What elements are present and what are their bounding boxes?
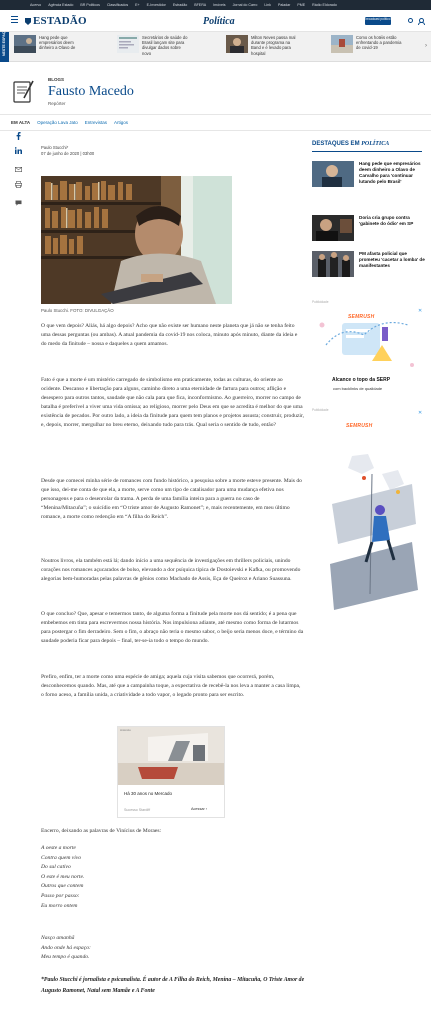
article-paragraph: Desde que comecei minha série de romances com fundo histórico, a pesquisa sobre a morte esteve presente. Mais do que isso, dei-me conta de que ela, a morte, serve como um tipo de catalisador para uma mudança efetiva nos personagens e para o desenrolar da trama. A perda de uma família inteira para a guerra no caso de “Menina/Mitacuña”; o suicídio em “O triste amor de Augusto Ramonet”; e, mais recentemente, em meu último romance, a morte como redenção em “A filha do Reich”. [41, 478, 302, 520]
poem-line: Meu tempo é quando. [41, 954, 90, 961]
strip-news-text: Como os hotéis estão enfrentando a pandemia de covid-19 [356, 35, 402, 51]
news-thumbnail [117, 35, 139, 53]
ad-source: Sucesso Stardiff [124, 808, 151, 812]
sidebar-news-text: Hang pede que empresários deem dinheiro a Olavo de Carvalho para 'continuar lutando pelo Brasil' [359, 161, 421, 184]
poem-line: Do sul cativo [41, 864, 71, 871]
facebook-icon[interactable] [13, 131, 23, 140]
ad-headline: Alcance o topo da SERP [332, 377, 391, 383]
top-links-bar [0, 0, 431, 10]
article-byline [41, 145, 94, 157]
ad-label: Publicidade [312, 408, 329, 412]
strip-news-item[interactable] [117, 35, 188, 59]
trending-link[interactable]: Entrevistas [84, 120, 107, 125]
sidebar-divider [312, 151, 422, 152]
poem-line: Eu morro ontem [41, 902, 78, 909]
logo-text: ESTADÃO [33, 15, 87, 27]
blog-section-label: BLOGS [48, 77, 65, 82]
poem-line: A oeste a morte [41, 845, 76, 851]
blog-role: Repórter [48, 101, 66, 106]
strip-news-text: Milton Neves passa mal durante programa na Band e é levado para hospital [251, 35, 296, 56]
ad-image [118, 727, 224, 785]
email-icon[interactable] [13, 165, 23, 174]
strip-label: NESTE ESPAÇO [0, 32, 9, 62]
news-thumbnail [312, 215, 354, 241]
top-link[interactable]: BFERA [194, 3, 207, 7]
article-paragraph: Noutros livros, ela também está lá; dando início a uma sequência de investigações em thrillers policiais, unindo corações nos romances açucarados de bolso, elevando a dor psíquica típica de Dostoievski e Kafka, ou promovendo alegorias bem-humoradas pelas palavras de gênios como Machado de Assis, Eça de Queiroz e Ariano Suassuna. [41, 558, 301, 582]
top-link[interactable]: Imóveis [213, 3, 226, 7]
print-icon[interactable] [13, 180, 23, 189]
article-paragraph: Prefiro, enfim, ter a morte como uma espécie de amiga; aquela cuja visita sabemos que ocorrerá, porém, desconhecemos quando. Mas, até que a campainha toque, a expectativa de recebê-la nos leva a manter a casa limpa, o forno aceso, a família unida, a criatividade a todo vapor, o legado pronto para ser escrito. [41, 674, 301, 698]
broadcast-badge[interactable]: broadcast político [365, 17, 391, 25]
site-header [0, 10, 431, 32]
top-link[interactable]: Classificados [106, 3, 129, 7]
top-link[interactable]: Rádio Eldorado [312, 3, 337, 7]
ad-choices-icon[interactable]: ✕ [418, 308, 423, 314]
site-logo[interactable] [25, 15, 87, 27]
poem-line: Ando onde há espaço: [41, 944, 91, 951]
strip-news-text: Hang pede que empresários deem dinheiro a Olavo de [39, 35, 76, 51]
sidebar-news-item[interactable] [312, 215, 427, 251]
ad-choices-icon[interactable]: ✕ [418, 410, 423, 416]
news-thumbnail [14, 35, 36, 53]
search-icon[interactable] [408, 18, 413, 23]
top-link[interactable]: PME [297, 3, 306, 7]
sidebar-news-text: PM afasta policial que prometeu 'cacetar a lomba' de manifestantes [359, 251, 425, 268]
ad-access-button[interactable]: Acessar › [191, 807, 208, 811]
semrush-logo: SEMRUSH [346, 423, 373, 429]
trending-link[interactable]: Operação Lava Jato [37, 120, 78, 125]
menu-icon[interactable] [11, 16, 18, 23]
strip-news-item[interactable] [14, 35, 85, 59]
sidebar-news-item[interactable] [312, 161, 427, 197]
poem-line: Nasço amanhã [41, 935, 75, 941]
user-icon[interactable] [418, 18, 425, 25]
strip-news-text: Secretários de saúde do Brasil lançam site para divulgar dados sobre novo [142, 35, 188, 56]
semrush-ad-climber[interactable] [312, 414, 422, 614]
sidebar-news-item[interactable] [312, 251, 427, 287]
poem-stanza [41, 934, 91, 963]
top-link[interactable]: Agência Estado [48, 3, 74, 7]
ad-label: Publicidade [312, 300, 329, 304]
poem-line: Passo por passo: [41, 892, 80, 899]
top-link[interactable]: Acervo [30, 3, 42, 7]
author-photo [41, 176, 232, 304]
author-footnote: *Paulo Stucchi é jornalista e psicanalista. É autor de A Filha do Reich, Menina – Mitacuña, O Triste Amor de Augusto Ramonet, Natal sem Mamãe e A Fonte [41, 977, 305, 994]
poem-stanza [41, 844, 84, 911]
news-thumbnail [226, 35, 248, 53]
top-link[interactable]: BR Políticos [80, 3, 100, 7]
poem-line: O este é meu norte. [41, 873, 85, 880]
blog-notepad-icon [11, 78, 37, 104]
article-paragraph: Fato é que a morte é um mistério carregado de simbolismo em praticamente, todas as culturas, do oriente ao ocidente. Descanso e libertação para alguns, caminho direto a uma eternidade de fartura para outros; aflição e desespero para outros tantos, saudade que não cala para que fica, inconformismo. Ao guerreiro, morrer no campo de batalha é preferível a viver uma vida omissa; ao religioso, morrer pelo Deus em que se acredita é melhor do que uma existência de pecados. Por outro lado, a ideia da finitude para quem tem planos e projetos assusta; construir, produzir, e, depois, morrer, mergulhar no breu eterno, deixando tudo para trás. Qual seria o sentido de tudo, então? [41, 377, 305, 428]
strip-news-item[interactable] [331, 35, 402, 59]
top-link[interactable]: Paladar [277, 3, 291, 7]
ad-corner-label: Anúncio [120, 728, 131, 732]
photo-caption: Paulo Stucchi. FOTO: DIVULGAÇÃO [41, 308, 114, 313]
ad-title: Há 30 anos no Mercado [124, 791, 173, 796]
article-paragraph: O que vem depois? Aliás, há algo depois? Acho que não existe ser humano neste planeta que já não se tenha feito uma dessas perguntas (ou ambas). A atual pandemia da covid-19 nos coloca, minuto após minuto, diante da ideia e do medo da finitude – nossa e daqueles a quem amamos. [41, 323, 298, 347]
divider [0, 114, 431, 115]
trending-label: EM ALTA [11, 120, 31, 125]
news-thumbnail [312, 251, 354, 277]
publish-date: 07 de junho de 2020 | 03h00 [41, 151, 95, 156]
article-paragraph: O que concluo? Que, apesar e temermos tanto, de alguma forma a finitude pela morte nos dá sentido; é a pena que embebemos em tinta para escrevermos nossa história. Nos impulsiona adiante, até mesmo como forma de lutarmos para postergar o fim derradeiro. Sem o fim, o abraço não teria o mesmo sabor, o beijo seria menos doce, e término da saudade poderia ficar para depois – final, ter-se-ia todo o tempo do mundo. [41, 611, 304, 644]
author: Paulo Stucchi* [41, 145, 69, 150]
top-link[interactable]: Jornal do Carro [232, 3, 258, 7]
ad-subline: com backlinks de qualidade [333, 386, 383, 391]
article-paragraph: Encerro, deixando as palavras de Vinícius de Moraes: [41, 828, 162, 834]
comment-icon[interactable] [13, 198, 23, 207]
top-link[interactable]: Link [264, 3, 271, 7]
news-thumbnail [331, 35, 353, 53]
sidebar-news-text: Doria cria grupo contra 'gabinete do ódio' em SP [359, 215, 414, 226]
divider [0, 130, 431, 131]
poem-line: Outros que contem [41, 883, 84, 890]
strip-news-item[interactable] [226, 35, 297, 59]
news-strip [0, 28, 431, 62]
inline-ad[interactable] [117, 726, 225, 818]
sidebar-title: DESTAQUES EM POLÍTICA [312, 141, 390, 147]
top-link[interactable]: Estradão [172, 3, 188, 7]
blog-title[interactable]: Fausto Macedo [48, 84, 134, 99]
section-title[interactable]: Política [203, 16, 235, 27]
chevron-right-icon[interactable]: › [425, 43, 427, 49]
top-link[interactable]: E-Investidor [146, 3, 166, 7]
linkedin-icon[interactable] [13, 146, 23, 155]
news-thumbnail [312, 161, 354, 187]
trending-nav [11, 120, 128, 125]
semrush-logo: SEMRUSH [348, 314, 375, 320]
poem-line: Contra quem vivo [41, 854, 82, 861]
trending-link[interactable]: Artigos [113, 120, 128, 125]
top-link[interactable]: E+ [135, 3, 140, 7]
